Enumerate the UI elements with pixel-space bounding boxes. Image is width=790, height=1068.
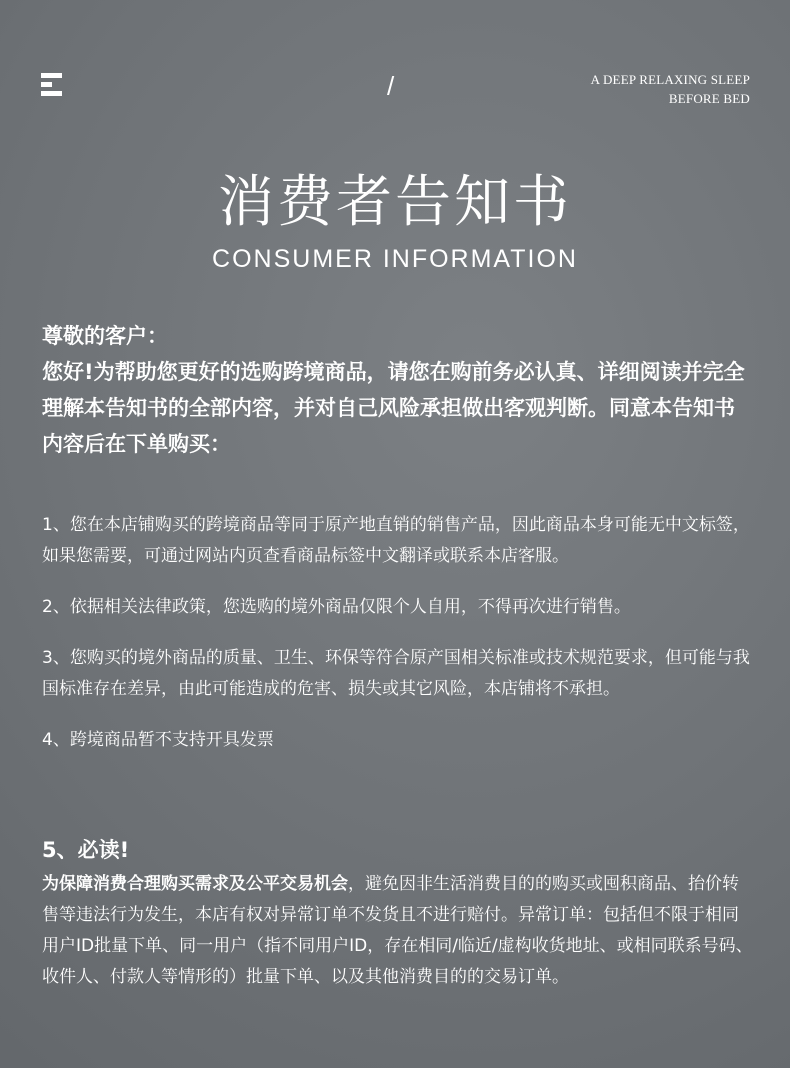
must-read-text bbox=[42, 869, 754, 993]
notice-item-3: 3、您购买的境外商品的质量、卫生、环保等符合原产国相关标准或技术规范要求，但可能与我国标准存在差异，由此可能造成的危害、损失或其它风险，本店铺将不承担。 bbox=[42, 648, 750, 699]
notice-item-2: 2、依据相关法律政策，您选购的境外商品仅限个人自用，不得再次进行销售。 bbox=[42, 597, 631, 617]
must-read-lead: 为保障消费合理购买需求及公平交易机会 bbox=[42, 874, 348, 894]
tagline-line1: A DEEP RELAXING SLEEP bbox=[590, 72, 750, 87]
tagline bbox=[591, 70, 750, 108]
tagline-line2: BEFORE BED bbox=[668, 91, 750, 106]
notice-item-4: 4、跨境商品暂不支持开具发票 bbox=[42, 730, 274, 750]
page-title: 消费者告知书 bbox=[218, 170, 572, 235]
must-read-body: ，避免因非生活消费目的的购买或囤积商品、抬价转售等违法行为发生，本店有权对异常订单不发货且不进行赔付。异常订单：包括但不限于相同用户ID批量下单、同一用户（指不同用户ID，存在相同/临近/虚构收货地址、或相同联系号码、收件人、付款人等情形的）批量下单、以及其他消费目的的交易订单。 bbox=[42, 874, 753, 987]
notice-list bbox=[42, 510, 754, 776]
greeting: 尊敬的客户： bbox=[42, 324, 168, 348]
menu-logo-icon bbox=[41, 73, 62, 97]
header-separator: / bbox=[387, 71, 395, 101]
must-read-heading: 5、必读! bbox=[42, 838, 130, 862]
intro-section bbox=[42, 318, 754, 462]
intro-body: 您好!为帮助您更好的选购跨境商品，请您在购前务必认真、详细阅读并完全理解本告知书的全部内容，并对自己风险承担做出客观判断。同意本告知书内容后在下单购买： bbox=[42, 360, 745, 456]
must-read-section bbox=[42, 833, 754, 993]
page-subtitle: CONSUMER INFORMATION bbox=[212, 245, 578, 273]
notice-item-1: 1、您在本店铺购买的跨境商品等同于原产地直销的销售产品，因此商品本身可能无中文标签，如果您需要，可通过网站内页查看商品标签中文翻译或联系本店客服。 bbox=[42, 515, 750, 566]
